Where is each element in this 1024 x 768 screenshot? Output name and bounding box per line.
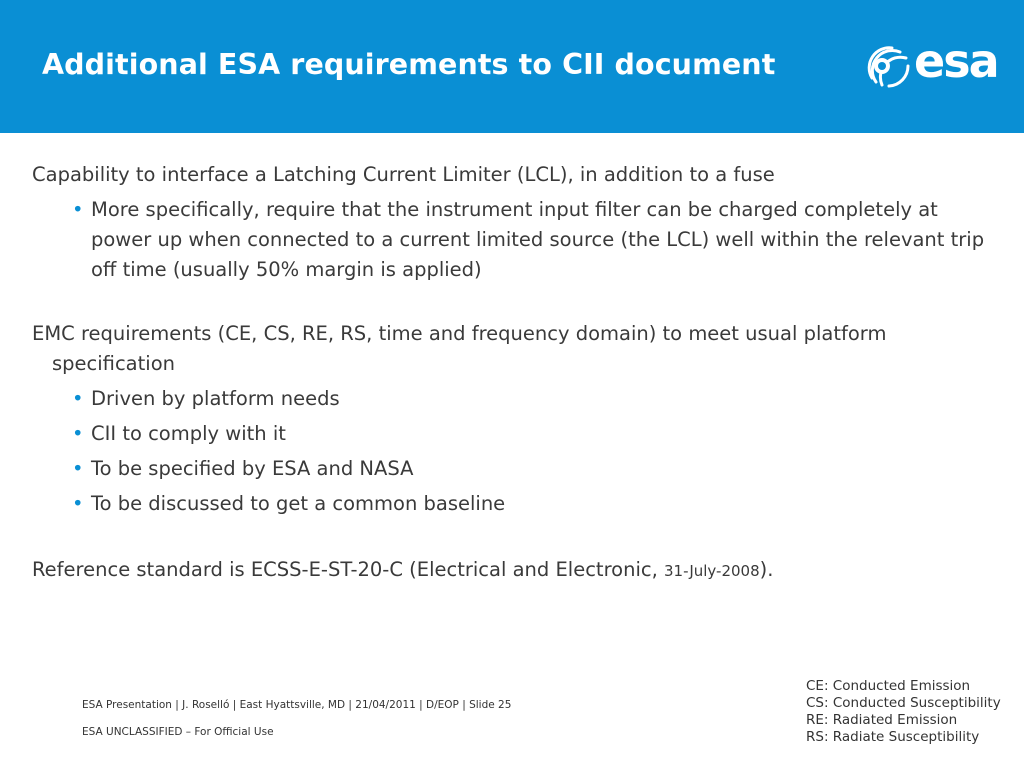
legend-re: RE: Radiated Emission <box>806 712 958 728</box>
bullet-lcl-detail <box>72 195 992 285</box>
bullet-marker: • <box>72 422 84 445</box>
bullet-marker: • <box>72 387 84 410</box>
bullet-text: More specifically, require that the instrument input filter can be charged completely at power up when connected to a current limited source (the LCL) well within the relevant trip off time (usually 50% margin is applied) <box>91 198 985 281</box>
bullet-text: To be specified by ESA and NASA <box>91 457 414 480</box>
reference-end: ). <box>759 558 774 581</box>
paragraph-emc: EMC requirements (CE, CS, RE, RS, time and frequency domain) to meet usual platform specification <box>32 322 887 375</box>
legend-cs: CS: Conducted Susceptibility <box>806 695 1001 711</box>
slide-title: Additional ESA requirements to CII document <box>42 48 776 81</box>
reference-text: Reference standard is ECSS-E-ST-20-C (Electrical and Electronic, <box>32 558 664 581</box>
footer-classification: ESA UNCLASSIFIED – For Official Use <box>82 726 274 738</box>
legend-ce: CE: Conducted Emission <box>806 678 971 694</box>
footer-presentation: ESA Presentation | J. Roselló | East Hyattsville, MD | 21/04/2011 | D/EOP | Slide 25 <box>82 699 512 711</box>
bullet-text: To be discussed to get a common baseline <box>91 492 506 515</box>
acronym-legend <box>806 678 1001 746</box>
paragraph-reference <box>32 555 773 586</box>
bullet-marker: • <box>72 457 84 480</box>
bullet-text: CII to comply with it <box>91 422 286 445</box>
esa-logo-mark-icon <box>862 40 914 92</box>
reference-date: 31-July-2008 <box>663 562 760 580</box>
paragraph-lcl: Capability to interface a Latching Current Limiter (LCL), in addition to a fuse <box>32 163 775 186</box>
bullet-marker: • <box>72 198 84 221</box>
slide-header <box>0 0 1024 133</box>
bullet-emc-4 <box>72 489 992 519</box>
bullet-marker: • <box>72 492 84 515</box>
esa-logo <box>862 34 1002 94</box>
bullet-emc-3 <box>72 454 992 484</box>
bullet-text: Driven by platform needs <box>91 387 340 410</box>
esa-wordmark: esa <box>914 34 998 88</box>
bullet-emc-2 <box>72 419 992 449</box>
legend-rs: RS: Radiate Susceptibility <box>806 729 980 745</box>
bullet-emc-1 <box>72 384 992 414</box>
